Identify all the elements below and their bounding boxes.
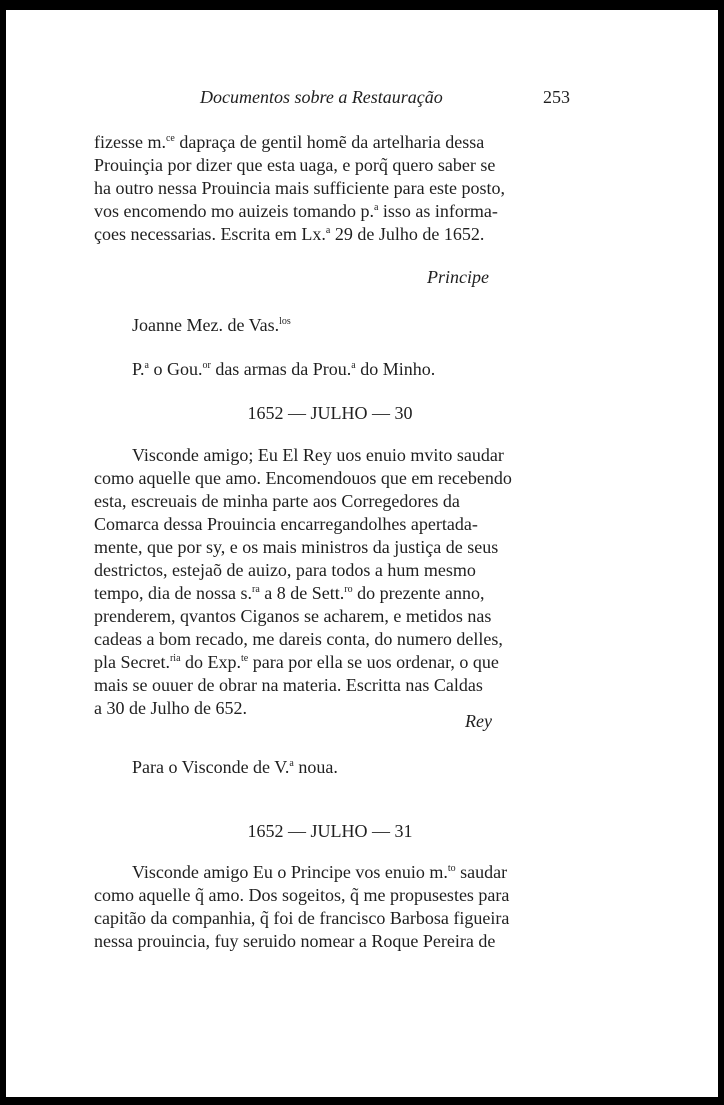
text-line: capitão da companhia, q̃ foi de francisco Barbosa figueira (94, 908, 510, 928)
text-line: a 30 de Julho de 652. (94, 698, 247, 718)
text-line: vos encomendo mo auizeis tomando p.$^a$ isso as informa- (94, 201, 498, 221)
letter1-secretary: Joanne Mez. de Vas.$^{los}$ (132, 315, 291, 335)
letter1-addressee: P.$^a$ o Gou.$^{or}$ das armas da Prou.$^a$ do Minho. (132, 359, 436, 379)
scan-border-left (0, 0, 6, 1105)
letter3-date-heading: 1652 — JULHO — 31 (247, 821, 413, 841)
scan-border-bottom (0, 1097, 724, 1105)
page-number: 253 (543, 87, 570, 107)
text-line: mente, que por sy, e os mais ministros da justiça de seus (94, 537, 499, 557)
letter3-body (94, 861, 567, 953)
text-line: Visconde amigo Eu o Principe vos enuio m.$^{to}$ saudar (132, 862, 508, 882)
text-line: tempo, dia de nossa s.$^{ra}$ a 8 de Sett.$^{ro}$ do prezente anno, (94, 583, 485, 603)
text-line: Visconde amigo; Eu El Rey uos enuio mvito saudar (132, 445, 504, 465)
letter2-signature: Rey (465, 711, 492, 731)
text-line: Prouinçia por dizer que esta uaga, e porq̃ quero saber se (94, 155, 496, 175)
text-line: pla Secret.$^{ria}$ do Exp.$^{te}$ para por ella se uos ordenar, o que (94, 652, 499, 672)
letter2-body (94, 444, 567, 720)
text-line: fizesse m.$^{ce}$ dapraça de gentil homẽ da artelharia dessa (94, 132, 485, 152)
scan-border-top (0, 0, 724, 10)
running-title: Documentos sobre a Restauração (200, 87, 443, 107)
text-line: ha outro nessa Prouincia mais sufficiente para este posto, (94, 178, 506, 198)
text-line: como aquelle que amo. Encomendouos que em recebendo (94, 468, 512, 488)
text-line: mais se ouuer de obrar na materia. Escritta nas Caldas (94, 675, 483, 695)
letter1-body (94, 131, 567, 246)
letter2-date-heading: 1652 — JULHO — 30 (247, 403, 413, 423)
text-line: Comarca dessa Prouincia encarregandolhes apertada- (94, 514, 478, 534)
text-line: destrictos, estejaõ de auizo, para todos a hum mesmo (94, 560, 476, 580)
letter1-signature: Principe (427, 267, 489, 287)
text-line: nessa prouincia, fuy seruido nomear a Roque Pereira de (94, 931, 496, 951)
text-line: cadeas a bom recado, me dareis conta, do numero delles, (94, 629, 503, 649)
text-line: como aquelle q̃ amo. Dos sogeitos, q̃ me propusestes para (94, 885, 510, 905)
text-line: prenderem, qvantos Ciganos se acharem, e metidos nas (94, 606, 492, 626)
text-line: esta, escreuais de minha parte aos Corregedores da (94, 491, 460, 511)
running-head (200, 86, 580, 108)
text-line: çoes necessarias. Escrita em Lx.$^a$ 29 de Julho de 1652. (94, 224, 485, 244)
letter2-addressee: Para o Visconde de V.$^a$ noua. (132, 757, 338, 777)
scan-border-right (718, 0, 724, 1105)
